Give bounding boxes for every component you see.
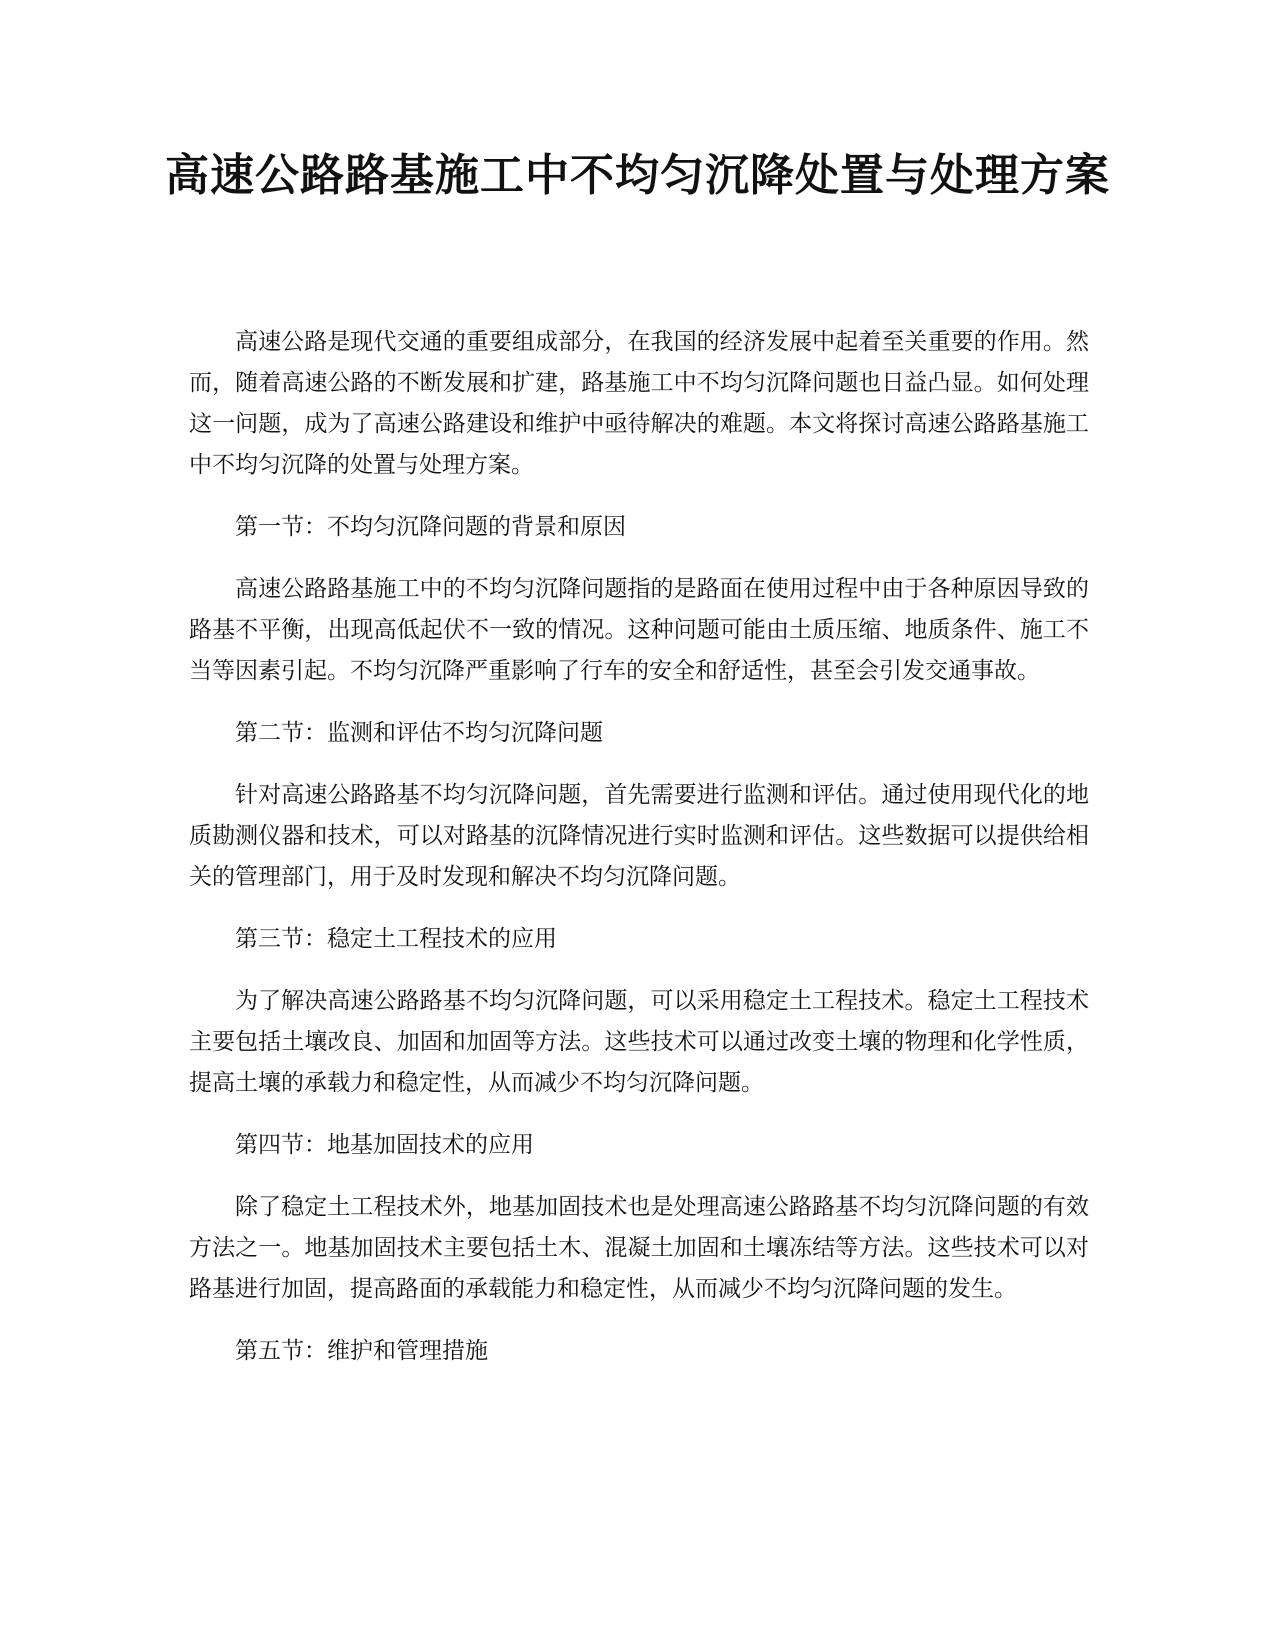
section-5-heading: 第五节：维护和管理措施 [235, 1338, 488, 1364]
document-body [189, 322, 1089, 1393]
section-4-heading: 第四节：地基加固技术的应用 [235, 1132, 534, 1158]
section-3-paragraph: 为了解决高速公路路基不均匀沉降问题，可以采用稳定土工程技术。稳定土工程技术主要包括土壤改良、加固和加固等方法。这些技术可以通过改变土壤的物理和化学性质，提高土壤的承载力和稳定性，从而减少不均匀沉降问题。 [189, 988, 1089, 1096]
section-4-paragraph: 除了稳定土工程技术外，地基加固技术也是处理高速公路路基不均匀沉降问题的有效方法之一。地基加固技术主要包括土木、混凝土加固和土壤冻结等方法。这些技术可以对路基进行加固，提高路面的承载能力和稳定性，从而减少不均匀沉降问题的发生。 [189, 1194, 1089, 1302]
document-title: 高速公路路基施工中不均匀沉降处置与处理方案 [165, 150, 1110, 201]
section-1-paragraph: 高速公路路基施工中的不均匀沉降问题指的是路面在使用过程中由于各种原因导致的路基不平衡，出现高低起伏不一致的情况。这种问题可能由土质压缩、地质条件、施工不当等因素引起。不均匀沉降严重影响了行车的安全和舒适性，甚至会引发交通事故。 [189, 576, 1089, 684]
section-3-heading: 第三节：稳定土工程技术的应用 [235, 926, 557, 952]
intro-paragraph: 高速公路是现代交通的重要组成部分，在我国的经济发展中起着至关重要的作用。然而，随着高速公路的不断发展和扩建，路基施工中不均匀沉降问题也日益凸显。如何处理这一问题，成为了高速公路建设和维护中亟待解决的难题。本文将探讨高速公路路基施工中不均匀沉降的处置与处理方案。 [189, 329, 1089, 478]
section-2-paragraph: 针对高速公路路基不均匀沉降问题，首先需要进行监测和评估。通过使用现代化的地质勘测仪器和技术，可以对路基的沉降情况进行实时监测和评估。这些数据可以提供给相关的管理部门，用于及时发现和解决不均匀沉降问题。 [189, 782, 1089, 890]
section-1-heading: 第一节：不均匀沉降问题的背景和原因 [235, 514, 626, 540]
section-2-heading: 第二节：监测和评估不均匀沉降问题 [235, 720, 603, 746]
